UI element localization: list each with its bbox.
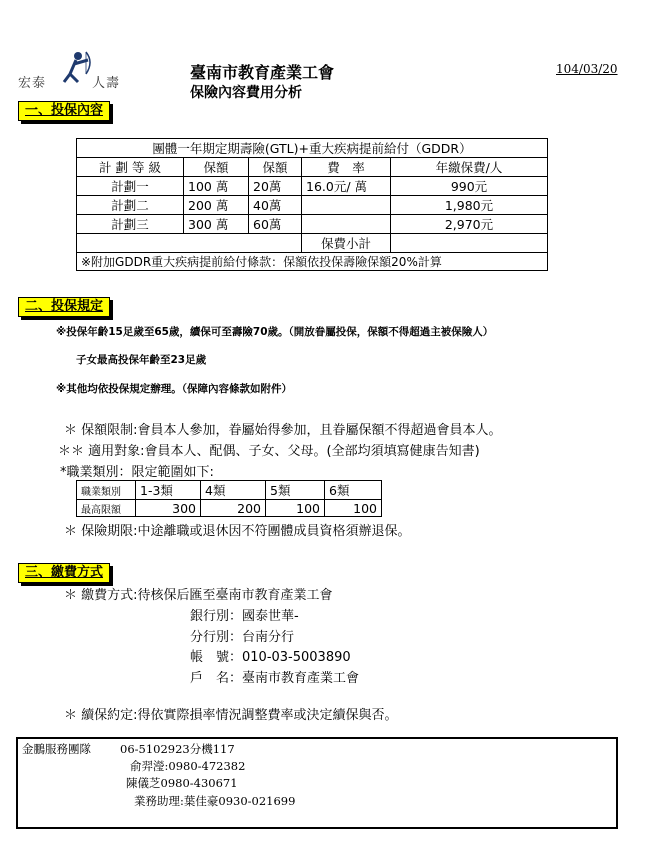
cell-premium: 2,970元 <box>391 215 548 234</box>
team-phone: 06-5102923分機117 <box>120 742 235 756</box>
rule-child-age: 子女最高投保年齡至23足歲 <box>76 354 207 366</box>
table-row <box>77 215 548 234</box>
table-row <box>77 196 548 215</box>
eligible-members: ＊＊ 適用對象:會員本人、配偶、子女、父母。(全部均須填寫健康告知書) <box>58 444 480 459</box>
cell-amount: 60萬 <box>249 215 302 234</box>
cell-rate <box>302 196 391 215</box>
insurance-period: ＊ 保險期限:中途離職或退休因不符團體成員資格須辦退保。 <box>64 524 411 539</box>
coverage-table-title: 團體一年期定期壽險(GTL)+重大疾病提前給付（GDDR） <box>77 139 548 158</box>
cell-plan: 計劃一 <box>77 177 184 196</box>
renewal-terms: ＊ 續保約定:得依實際損率情況調整費率或決定續保與否。 <box>64 708 398 723</box>
bank-branch: 分行別：台南分行 <box>190 630 295 645</box>
col-header: 年繳保費/人 <box>391 158 548 177</box>
service-team-box <box>16 737 618 829</box>
cell-premium: 990元 <box>391 177 548 196</box>
cell-amount: 100 萬 <box>184 177 249 196</box>
occ-row-label: 最高限額 <box>77 500 136 517</box>
table-row <box>77 177 548 196</box>
subtotal-label: 保費小計 <box>302 234 391 253</box>
account-number: 帳 號：010-03-5003890 <box>190 650 351 665</box>
contact-3: 業務助理:葉佳豪0930-021699 <box>134 794 296 808</box>
section-heading-coverage-label: 一、投保內容 <box>25 103 104 118</box>
occ-limit: 300 <box>136 500 201 517</box>
col-header: 費 率 <box>302 158 391 177</box>
section-heading-coverage <box>18 101 110 121</box>
cell-empty <box>77 234 302 253</box>
logo-text-right: 人壽 <box>92 76 121 91</box>
contact-1: 俞羿瀅:0980-472382 <box>130 759 246 773</box>
occupation-table <box>76 480 382 517</box>
occ-limit: 200 <box>201 500 266 517</box>
col-header: 保額 <box>184 158 249 177</box>
coverage-limit: ＊ 保額限制:會員本人參加，眷屬始得參加，且眷屬保額不得超過會員本人。 <box>64 423 502 438</box>
rule-age: ※投保年齡15足歲至65歲，續保可至壽險70歲。（開放眷屬投保，保額不得超過主被保險人） <box>56 326 494 338</box>
col-header: 計 劃 等 級 <box>77 158 184 177</box>
table-row <box>77 500 382 517</box>
table-row <box>77 158 548 177</box>
table-row <box>77 481 382 500</box>
bank-name: 銀行別：國泰世華- <box>190 609 299 624</box>
section-heading-payment <box>18 563 110 583</box>
occ-category: 5類 <box>266 481 325 500</box>
payment-method: ＊ 繳費方式:待核保后匯至臺南市教育產業工會 <box>64 588 333 603</box>
coverage-table <box>76 138 548 271</box>
cell-empty <box>391 234 548 253</box>
cell-amount: 300 萬 <box>184 215 249 234</box>
rule-other: ※其他均依投保規定辦理。（保障內容條款如附件） <box>56 383 292 395</box>
cell-amount: 40萬 <box>249 196 302 215</box>
document-date: 104/03/20 <box>556 62 618 76</box>
occ-limit: 100 <box>325 500 382 517</box>
occ-category: 1-3類 <box>136 481 201 500</box>
occupation-note: *職業類別：限定範圍如下: <box>60 465 214 480</box>
occ-category: 4類 <box>201 481 266 500</box>
table-row <box>77 253 548 271</box>
occ-limit: 100 <box>266 500 325 517</box>
team-name: 金鵬服務團隊 <box>22 742 91 756</box>
cell-amount: 200 萬 <box>184 196 249 215</box>
logo <box>18 48 128 91</box>
section-heading-payment-label: 三、繳費方式 <box>25 565 104 580</box>
col-header: 保額 <box>249 158 302 177</box>
page-subtitle: 保險內容費用分析 <box>190 85 302 101</box>
cell-plan: 計劃三 <box>77 215 184 234</box>
occ-category: 6類 <box>325 481 382 500</box>
contact-2: 陳儀芝0980-430671 <box>126 776 238 790</box>
section-heading-rules-label: 二、投保規定 <box>25 299 104 314</box>
archer-logo-icon <box>56 48 96 88</box>
page-title: 臺南市教育產業工會 <box>190 63 335 82</box>
cell-premium: 1,980元 <box>391 196 548 215</box>
cell-plan: 計劃二 <box>77 196 184 215</box>
section-heading-rules <box>18 297 110 317</box>
account-holder: 戶 名：臺南市教育產業工會 <box>190 671 360 686</box>
table-row <box>77 139 548 158</box>
gddr-note: ※附加GDDR重大疾病提前給付條款：保額依投保壽險保額20%計算 <box>77 253 548 271</box>
cell-rate: 16.0元/ 萬 <box>302 177 391 196</box>
cell-amount: 20萬 <box>249 177 302 196</box>
logo-text-left: 宏泰 <box>18 76 47 91</box>
cell-rate <box>302 215 391 234</box>
occ-row-label: 職業類別 <box>77 481 136 500</box>
table-row <box>77 234 548 253</box>
